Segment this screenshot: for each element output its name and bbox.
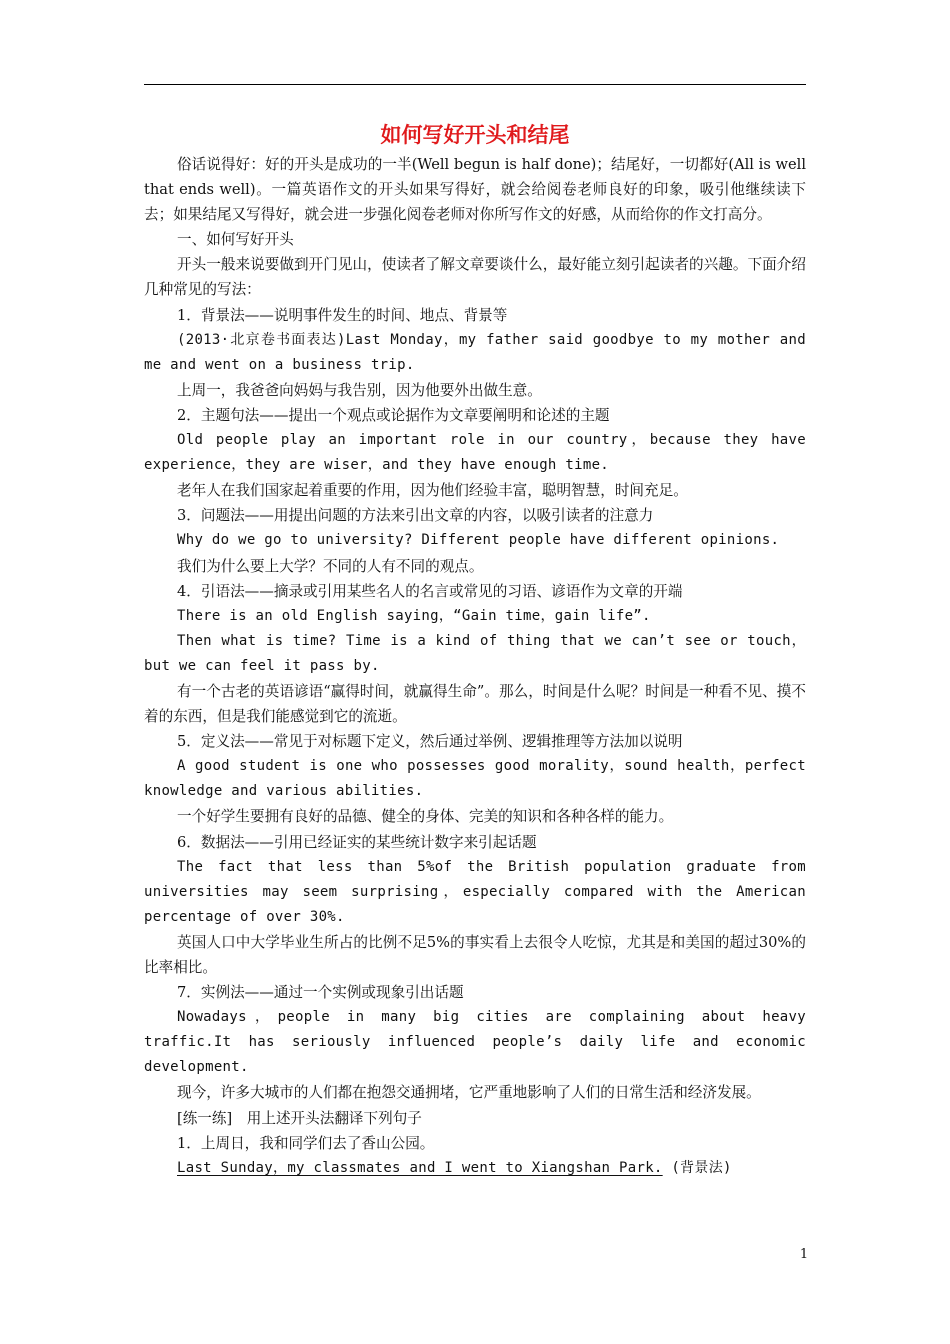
method-quotation-heading: 4．引语法——摘录或引用某些名人的名言或常见的习语、谚语作为文章的开端 [177, 582, 683, 600]
method-example-heading: 7．实例法——通过一个实例或现象引出话题 [177, 984, 464, 1002]
method-definition-example-zh: 一个好学生要拥有良好的品德、健全的身体、完美的知识和各种各样的能力。 [177, 808, 674, 826]
method-example-example-zh: 现今，许多大城市的人们都在抱怨交通拥堵，它严重地影响了人们的日常生活和经济发展。 [177, 1084, 761, 1102]
practice-heading: [练一练] 用上述开头法翻译下列句子 [177, 1109, 422, 1127]
method-topic-sentence-heading: 2．主题句法——提出一个观点或论据作为文章要阐明和论述的主题 [177, 406, 610, 424]
intro-paragraph: 俗话说得好：好的开头是成功的一半(Well begun is half done)；结尾好，一切都好(All is well that ends well)。一篇英语作文的开头如果写得好，就会给阅卷老师良好的印象，吸引他继续读下去；如果结尾又写得好，就会进一步强化阅卷老师对你所写作文的好感，从而给你的作文打高分。 [144, 156, 806, 224]
method-quotation-example-en-2: Then what is time? Time is a kind of thing that we can’t see or touch，but we can feel it pass by. [144, 632, 806, 674]
document-title: 如何写好开头和结尾 [380, 123, 570, 147]
method-quotation-example-en-1: There is an old English saying，“Gain time，gain life”. [177, 607, 651, 624]
method-background-heading: 1．背景法——说明事件发生的时间、地点、背景等 [177, 306, 508, 324]
method-topic-sentence-example-en: Old people play an important role in our country，because they have experience，they are wiser，and they have enough time. [144, 432, 806, 474]
method-background-example-en: (2013·北京卷书面表达)Last Monday，my father said goodbye to my mother and me and went on a business trip. [144, 331, 806, 373]
section-heading-opening: 一、如何写好开头 [177, 231, 294, 249]
method-definition-example-en: A good student is one who possesses good morality，sound health，perfect knowledge and various abilities. [144, 758, 806, 800]
method-question-heading: 3．问题法——用提出问题的方法来引出文章的内容，以吸引读者的注意力 [177, 507, 654, 525]
document-page [144, 122, 806, 1181]
practice-answer: Last Sunday，my classmates and I went to Xiangshan Park. [177, 1159, 663, 1176]
method-definition-heading: 5．定义法——常见于对标题下定义，然后通过举例、逻辑推理等方法加以说明 [177, 733, 683, 751]
method-statistics-heading: 6．数据法——引用已经证实的某些统计数字来引起话题 [177, 833, 537, 851]
practice-item-1: 1．上周日，我和同学们去了香山公园。 [177, 1134, 435, 1152]
method-question-example-en: Why do we go to university? Different people have different opinions. [177, 532, 780, 549]
page-number: 1 [799, 1247, 809, 1262]
method-quotation-example-zh: 有一个古老的英语谚语“赢得时间，就赢得生命”。那么，时间是什么呢？时间是一种看不见、摸不着的东西，但是我们能感觉到它的流逝。 [144, 682, 806, 726]
method-question-example-zh: 我们为什么要上大学？不同的人有不同的观点。 [177, 557, 484, 575]
practice-answer-note: (背景法) [671, 1159, 732, 1176]
header-rule [144, 84, 806, 85]
practice-answer-line [144, 1156, 806, 1181]
method-statistics-example-zh: 英国人口中大学毕业生所占的比例不足5%的事实看上去很令人吃惊，尤其是和美国的超过30%的比率相比。 [144, 933, 806, 976]
method-example-example-en: Nowadays，people in many big cities are complaining about heavy traffic.It has seriously influenced people’s daily life and economic development. [144, 1009, 806, 1076]
method-background-example-zh: 上周一，我爸爸向妈妈与我告别，因为他要外出做生意。 [177, 381, 542, 399]
method-topic-sentence-example-zh: 老年人在我们国家起着重要的作用，因为他们经验丰富，聪明智慧，时间充足。 [177, 482, 688, 500]
method-statistics-example-en: The fact that less than 5%of the British population graduate from universities may seem surprising，especially compared with the American percentage of over 30%. [144, 858, 806, 925]
opening-overview-paragraph: 开头一般来说要做到开门见山，使读者了解文章要谈什么，最好能立刻引起读者的兴趣。下面介绍几种常见的写法： [144, 256, 806, 299]
